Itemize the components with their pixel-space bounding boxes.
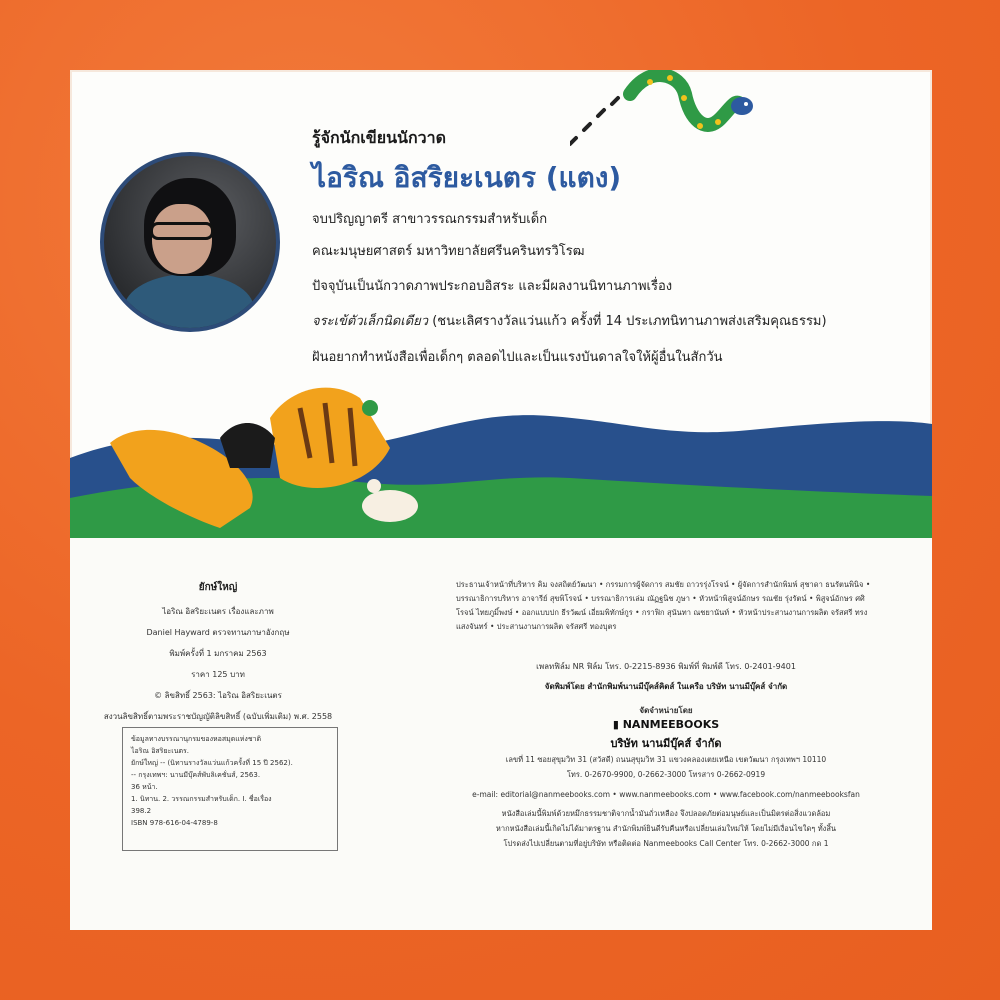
- credit-line: ราคา 125 บาท: [191, 670, 245, 679]
- credit-line: พิมพ์ครั้งที่ 1 มกราคม 2563: [169, 649, 267, 658]
- cataloging-box: [122, 727, 338, 851]
- address-line: เลขที่ 11 ซอยสุขุมวิท 31 (สวัสดี) ถนนสุขุมวิท 31 แขวงคลองเตยเหนือ เขตวัฒนา กรุงเทพฯ 10110: [505, 755, 827, 764]
- note-line: หนังสือเล่มนี้พิมพ์ด้วยหมึกธรรมชาติจากน้ำมันถั่วเหลือง จึงปลอดภัยต่อมนุษย์และเป็นมิตรต่อสิ่งแวดล้อม: [501, 809, 831, 818]
- landscape-illustration: [70, 378, 932, 540]
- snake-head: [731, 97, 753, 115]
- cip-line: -- กรุงเทพฯ: นานมีบุ๊คส์พับลิเคชั่นส์, 2563.: [131, 771, 261, 779]
- print-info: เพลทฟิล์ม NR ฟิล์ม โทร. 0-2215-8936 พิมพ์ที่ พิมพ์ดี โทร. 0-2401-9401: [536, 662, 796, 671]
- distributor-label: จัดจำหน่ายโดย: [639, 706, 693, 715]
- black-cat: [220, 423, 275, 468]
- company-name: บริษัท นานมีบุ๊คส์ จำกัด: [610, 737, 722, 750]
- credit-line: สงวนลิขสิทธิ์ตามพระราชบัญญัติลิขสิทธิ์ (ฉบับเพิ่มเติม) พ.ศ. 2558: [103, 712, 333, 721]
- cip-line: ไอริณ อิสริยะเนตร.: [131, 747, 190, 755]
- cip-line: ยักษ์ใหญ่ -- (นิทานรางวัลแว่นแก้วครั้งที่ 15 ปี 2562).: [131, 759, 293, 767]
- page-paper: [70, 70, 932, 930]
- author-photo: [100, 152, 280, 332]
- publisher-note: [456, 806, 876, 851]
- logo-text: NANMEEBOOKS: [622, 718, 720, 731]
- section-kicker: รู้จักนักเขียนนักวาด: [312, 128, 446, 147]
- contact-line: e-mail: editorial@nanmeebooks.com • www.nanmeebooks.com • www.facebook.com/nanmeebooksfan: [472, 790, 860, 799]
- glasses-icon: [150, 222, 214, 240]
- company-address: [456, 752, 876, 782]
- bio-line-2: คณะมนุษยศาสตร์ มหาวิทยาลัยศรีนครินทรวิโรฒ: [312, 244, 585, 259]
- bio-line-award: [312, 310, 827, 331]
- note-line: โปรดส่งไปเปลี่ยนตามที่อยู่บริษัท หรือติดต่อ Nanmeebooks Call Center โทร. 0-2662-3000 กด 1: [503, 839, 829, 848]
- white-bird: [362, 490, 418, 522]
- credit-line: © ลิขสิทธิ์ 2563: ไอริณ อิสริยะเนตร: [154, 691, 282, 700]
- cip-line: 398.2: [131, 807, 152, 815]
- award-detail: (ชนะเลิศรางวัลแว่นแก้ว ครั้งที่ 14 ประเภทนิทานภาพส่งเสริมคุณธรรม): [428, 314, 827, 329]
- bio-line-3: ปัจจุบันเป็นนักวาดภาพประกอบอิสระ และมีผลงานนิทานภาพเรื่อง: [312, 279, 673, 294]
- credit-line: ไอริณ อิสริยะเนตร เรื่องและภาพ: [162, 607, 274, 616]
- bio-line-1: จบปริญญาตรี สาขาวรรณกรรมสำหรับเด็ก: [312, 212, 548, 227]
- bio-line-4: ฝันอยากทำหนังสือเพื่อเด็กๆ ตลอดไปและเป็นแรงบันดาลใจให้ผู้อื่นในสักวัน: [312, 350, 723, 365]
- author-name: ไอริณ อิสริยะเนตร (แตง): [312, 161, 622, 194]
- cip-line: 36 หน้า.: [131, 783, 158, 791]
- cip-line: 1. นิทาน. 2. วรรณกรรมสำหรับเด็ก. I. ชื่อเรื่อง: [131, 795, 272, 803]
- snake-illustration: [570, 70, 760, 154]
- small-snake: [362, 400, 378, 416]
- nanmeebooks-logo: ▮ NANMEEBOOKS: [612, 718, 720, 731]
- book-title: ยักษ์ใหญ่: [198, 582, 238, 593]
- dash-trail: [570, 98, 618, 144]
- staff-credits: ประธานเจ้าหน้าที่บริหาร คิม จงสถิตย์วัฒนา • กรรมการผู้จัดการ สมชัย ถาวรรุ่งโรจน์ • ผู้จัดการสำนักพิมพ์ สุชาดา ธนรัตนพินิจ • บรรณาธิการบริหาร อาจารีย์ สุขพิโรจน์ • บรรณาธิการเล่ม ณัฏฐนิช ภูษา • หัวหน้าพิสูจน์อักษร รณชัย รุ่งรัตน์ • พิสูจน์อักษร ศศิโรจน์ ไทยภูมิ์พงษ์ • ออกแบบปก ธีรวัฒน์ เอี่ยมพิทักษ์กูร • กราฟิก สุนันทา ณชยานันท์ • หัวหน้าประสานงานการผลิต จรัสศรี ทรงแสงจันทร์ • ประสานงานการผลิต จรัสศรี ทองบุตร: [456, 580, 871, 631]
- note-line: หากหนังสือเล่มนี้เกิดไม่ได้มาตรฐาน สำนักพิมพ์ยินดีรับคืนหรือเปลี่ยนเล่มใหม่ให้ โดยไม่มีเงื่อนไขใดๆ ทั้งสิ้น: [495, 824, 837, 833]
- address-line: โทร. 0-2670-9900, 0-2662-3000 โทรสาร 0-2662-0919: [566, 770, 766, 779]
- award-book-title: จระเข้ตัวเล็กนิดเดียว: [312, 314, 429, 329]
- cip-line: ISBN 978-616-04-4789-8: [131, 819, 218, 827]
- publisher-line: จัดพิมพ์โดย สำนักพิมพ์นานมีบุ๊คส์คิดส์ ในเครือ บริษัท นานมีบุ๊คส์ จำกัด: [544, 682, 788, 691]
- cip-line: ข้อมูลทางบรรณานุกรมของหอสมุดแห่งชาติ: [131, 735, 262, 743]
- book-credits: [88, 580, 348, 731]
- credit-line: Daniel Hayward ตรวจทานภาษาอังกฤษ: [146, 628, 290, 637]
